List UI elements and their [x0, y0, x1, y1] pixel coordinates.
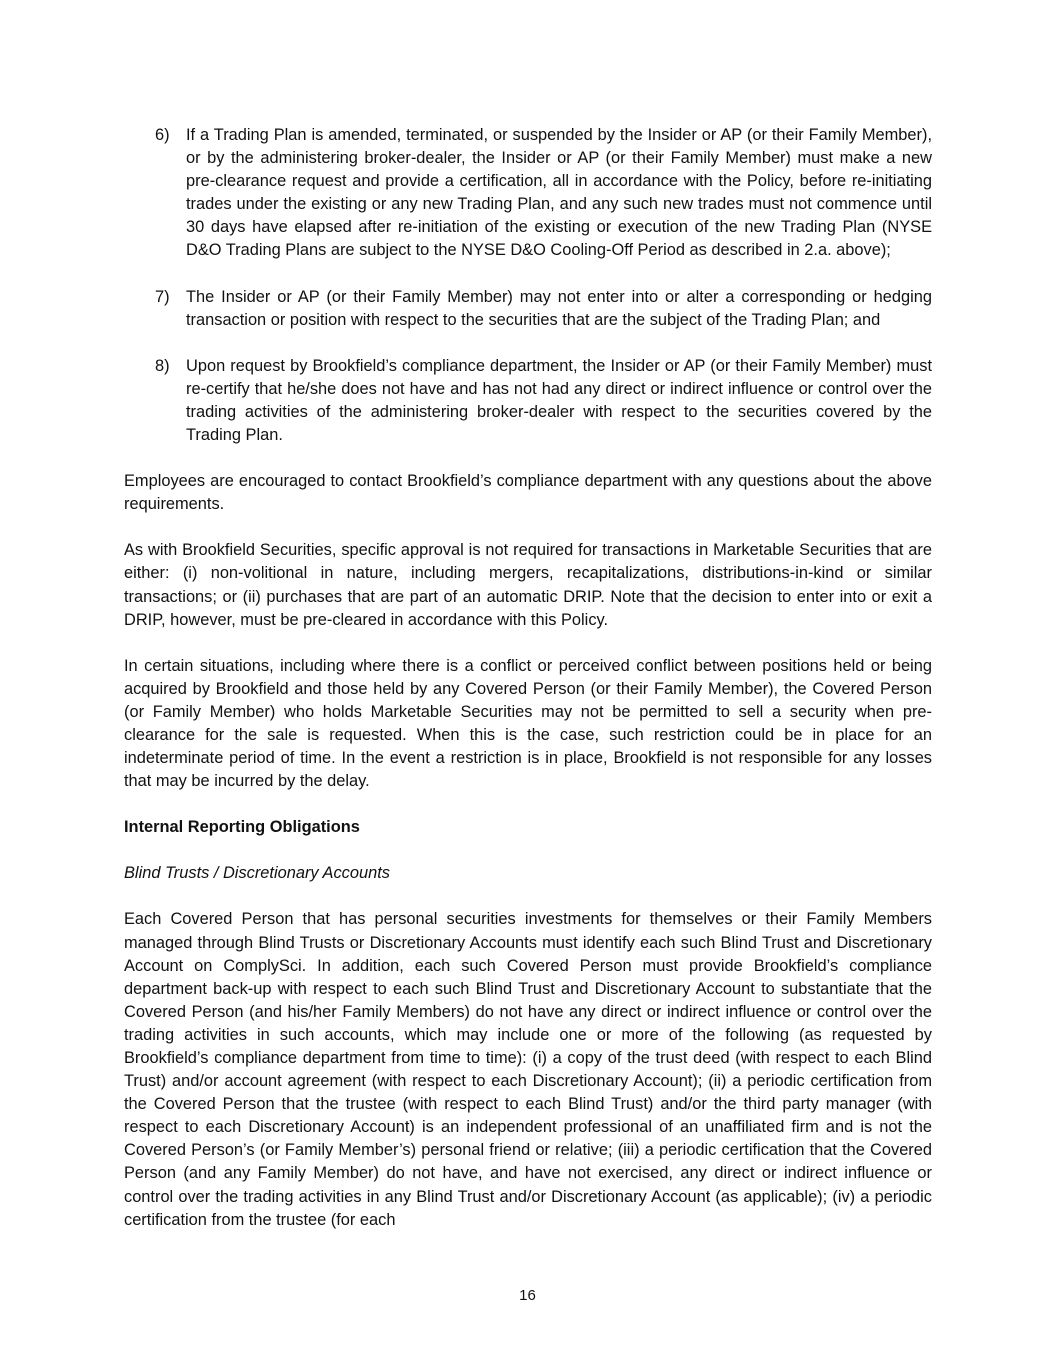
paragraph-sale-restriction: In certain situations, including where there is a conflict or perceived conflict between positions held or being acquired by Brookfield and those held by any Covered Person (or their Family Member), the Covered Person (or Family Member) who holds Marketable Securities may not be permitted to sell a security when pre-clearance for the sale is requested. When this is the case, such restriction could be in place for an indeterminate period of time. In the event a restriction is in place, Brookfield is not responsible for any losses that may be incurred by the delay.: [124, 656, 932, 791]
list-item-text: The Insider or AP (or their Family Member) may not enter into or alter a corresponding or hedging transaction or position with respect to the securities that are the subject of the Trading Plan; and: [186, 287, 932, 329]
list-item-number: 7): [155, 287, 170, 306]
list-item: [124, 286, 932, 332]
paragraph-blind-trusts: Each Covered Person that has personal securities investments for themselves or their Family Members managed through Blind Trusts or Discretionary Accounts must identify each such Blind Trust and Discretionary Account on ComplySci. In addition, each such Covered Person must provide Brookfield’s compliance department back-up with respect to each such Blind Trust and Discretionary Account to substantiate that the Covered Person (and his/her Family Members) do not have any direct or indirect influence or control over the trading activities in such accounts, which may include one or more of the following (as requested by Brookfield’s compliance department from time to time): (i) a copy of the trust deed (with respect to each Blind Trust) and/or account agreement (with respect to each Discretionary Account); (ii) a periodic certification from the Covered Person that the trustee (with respect to each Blind Trust) and/or the third party manager (with respect to each Discretionary Account) is an independent professional of an unaffiliated firm and is not the Covered Person’s (or Family Member’s) personal friend or relative; (iii) a periodic certification that the Covered Person (and any Family Member) do not have, and have not exercised, any direct or indirect influence or control over the trading activities in any Blind Trust and/or Discretionary Account (as applicable); (iv) a periodic certification from the trustee (for each: [124, 910, 932, 1229]
list-item: [124, 355, 932, 447]
list-item-number: 6): [155, 126, 170, 144]
section-subheading: Blind Trusts / Discretionary Accounts: [124, 864, 390, 883]
page-content: [124, 124, 932, 1255]
list-item-text: If a Trading Plan is amended, terminated, or suspended by the Insider or AP (or their Family Member), or by the administering broker-dealer, the Insider or AP (or their Family Member) must make a new pre-clearance request and provide a certification, all in accordance with the Policy, before re-initiating trades under the existing or any new Trading Plan, and any such new trades must not commence until 30 days have elapsed after re-initiation of the existing or execution of the new Trading Plan (NYSE D&O Trading Plans are subject to the NYSE D&O Cooling-Off Period as described in 2.a. above);: [186, 126, 932, 260]
paragraph-specific-approval: As with Brookfield Securities, specific approval is not required for transactions in Marketable Securities that are either: (i) non-volitional in nature, including mergers, recapitalizations, distributions-in-kind or similar transactions; or (ii) purchases that are part of an automatic DRIP. Note that the decision to enter into or exit a DRIP, however, must be pre-cleared in accordance with this Policy.: [124, 541, 932, 629]
section-heading: Internal Reporting Obligations: [124, 818, 360, 837]
list-item-text: Upon request by Brookfield’s compliance department, the Insider or AP (or their Family Member) must re-certify that he/she does not have and has not had any direct or indirect influence or control over the trading activities of the administering broker-dealer with respect to the securities covered by the Trading Plan.: [186, 356, 932, 445]
list-item: [124, 124, 932, 263]
list-item-number: 8): [155, 356, 170, 375]
page-number: 16: [519, 1287, 536, 1304]
paragraph-contact-compliance: Employees are encouraged to contact Brookfield’s compliance department with any questions about the above requirements.: [124, 472, 932, 514]
